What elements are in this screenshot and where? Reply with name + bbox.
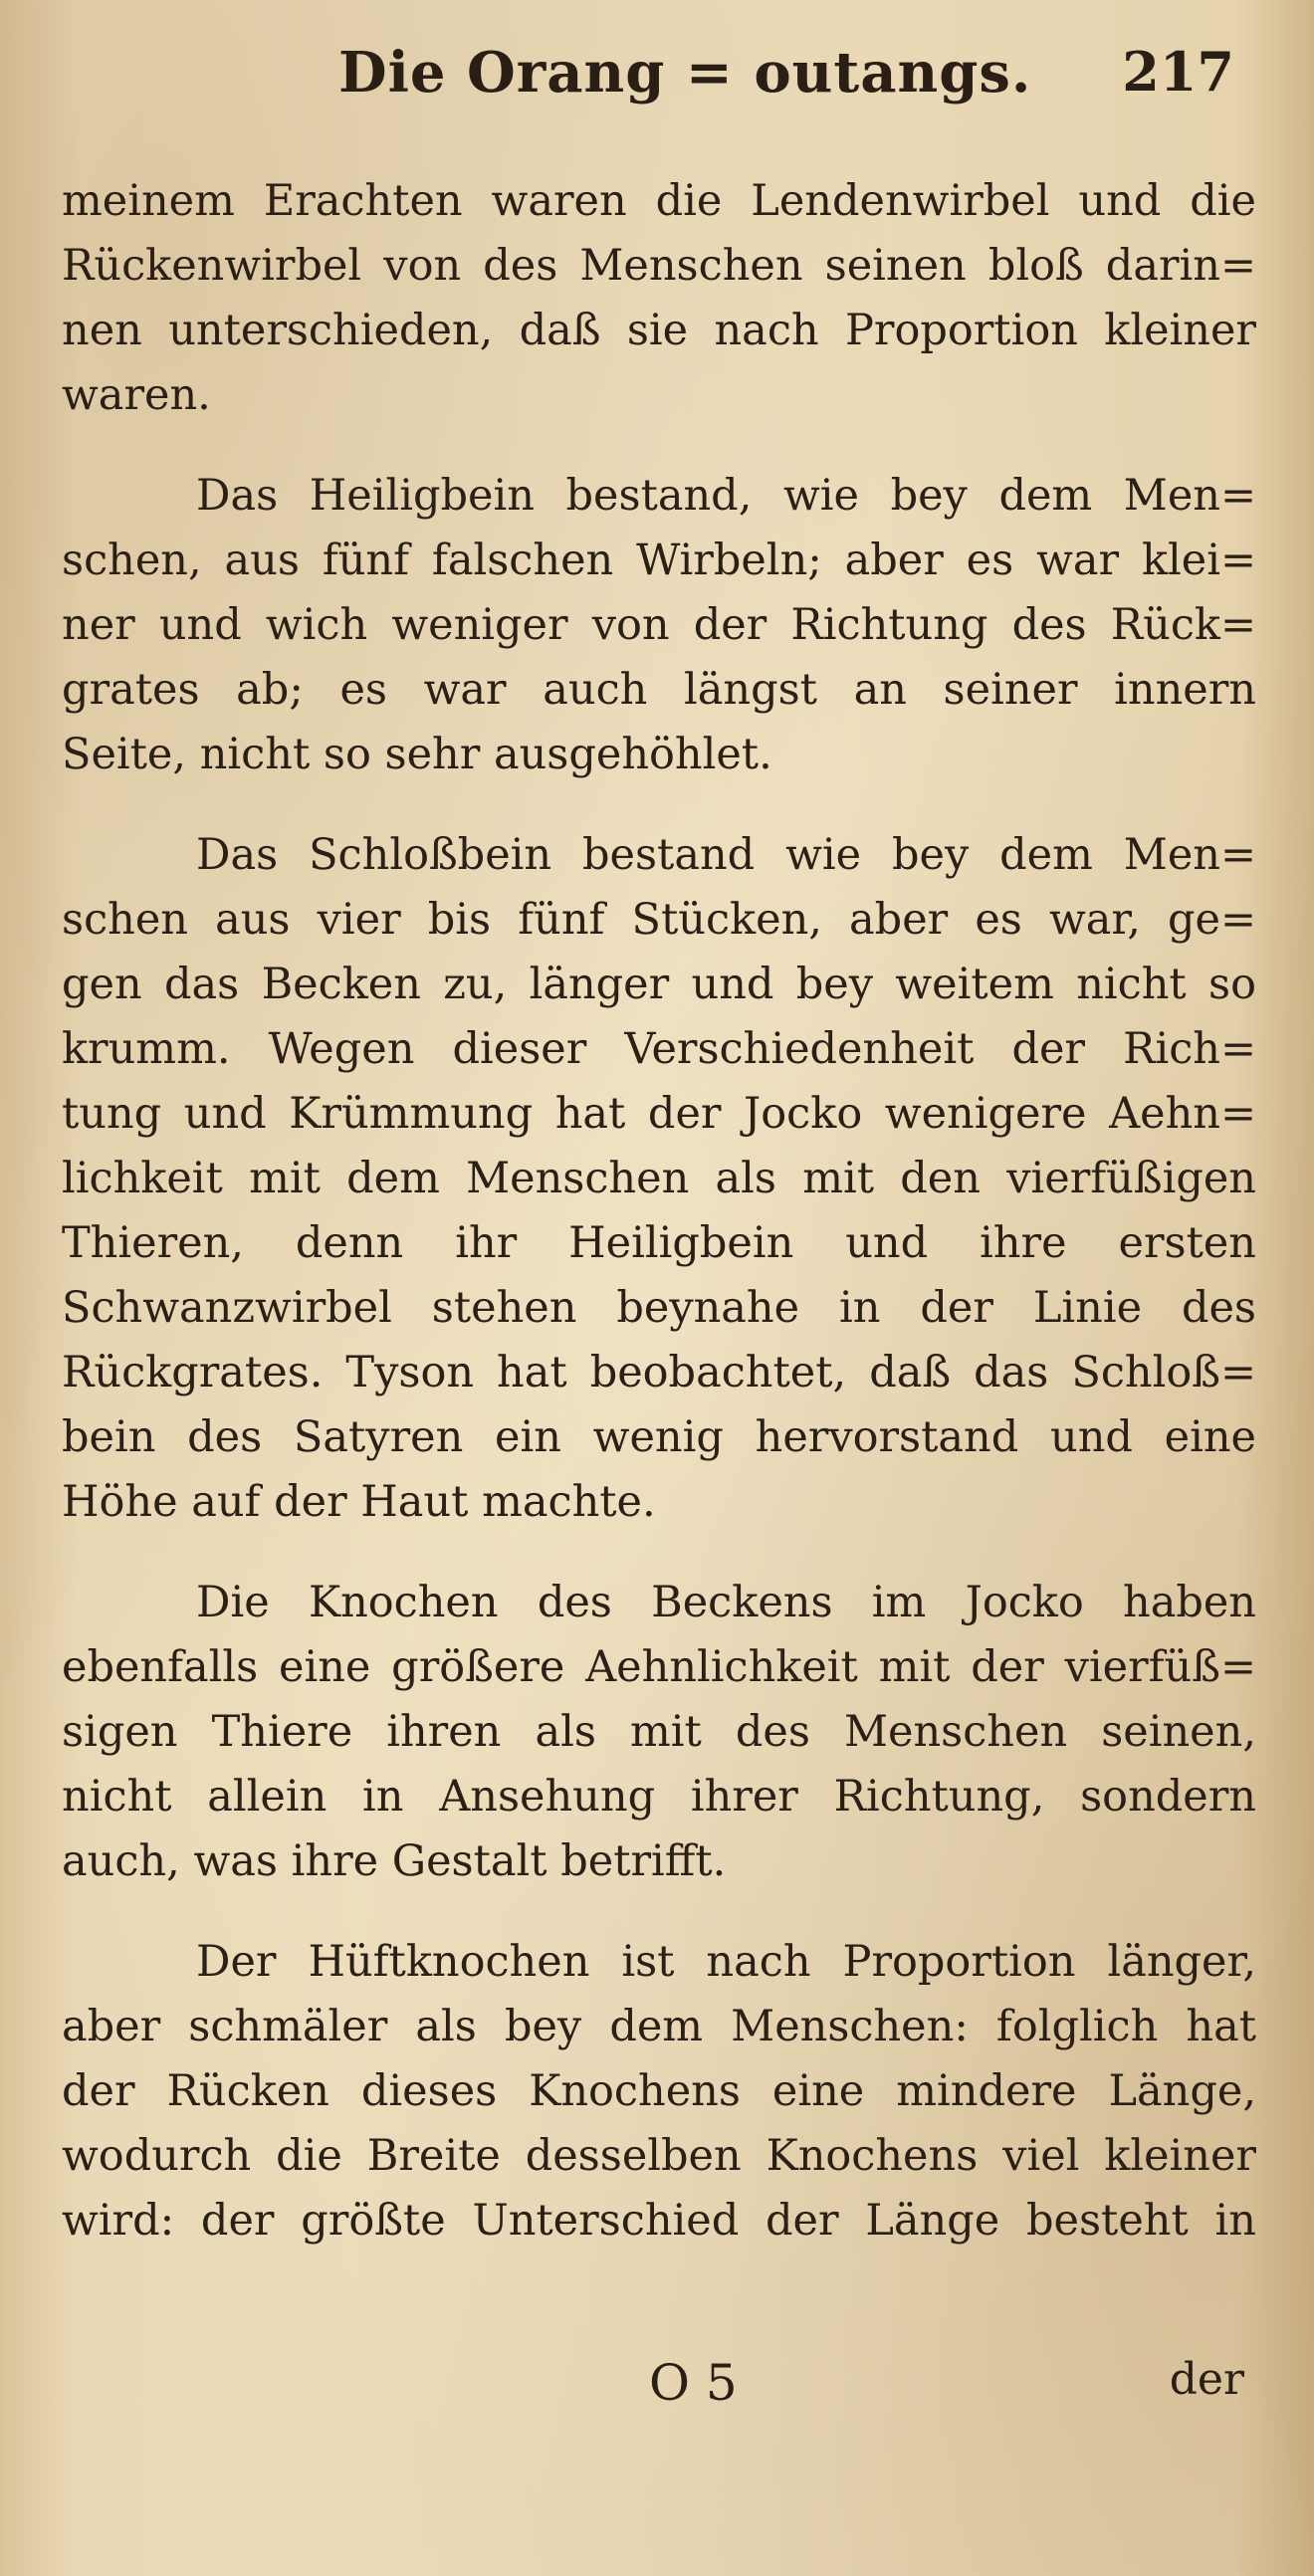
text-line: lichkeit mit dem Menschen als mit den vierfüßigen — [62, 1154, 1256, 1203]
text-line: der Rücken dieses Knochens eine mindere Länge, — [62, 2066, 1256, 2116]
text-line: aber schmäler als bey dem Menschen: folglich hat — [62, 2002, 1256, 2051]
text-line: bein des Satyren ein wenig hervorstand und eine — [62, 1412, 1256, 1462]
paragraph-5 — [62, 1930, 1256, 2254]
text-line: Rückenwirbel von des Menschen seinen bloß darin= — [62, 241, 1256, 291]
page-header — [0, 40, 1314, 129]
paragraph-1 — [62, 169, 1256, 428]
body-text — [62, 169, 1256, 2289]
text-line: krumm. Wegen dieser Verschiedenheit der Rich= — [62, 1024, 1256, 1074]
text-line: sigen Thiere ihren als mit des Menschen seinen, — [62, 1707, 1256, 1757]
text-line: schen aus vier bis fünf Stücken, aber es war, ge= — [62, 895, 1256, 945]
text-line: schen, aus fünf falschen Wirbeln; aber es war klei= — [62, 536, 1256, 585]
text-line: Thieren, denn ihr Heiligbein und ihre ersten — [62, 1218, 1256, 1268]
text-line: Rückgrates. Tyson hat beobachtet, daß das Schloß= — [62, 1348, 1256, 1397]
text-line: Seite, nicht so sehr ausgehöhlet. — [62, 730, 772, 779]
text-line: nen unterschieden, daß sie nach Proportion kleiner — [62, 306, 1256, 355]
text-line: tung und Krümmung hat der Jocko wenigere Aehn= — [62, 1089, 1256, 1139]
text-line: Höhe auf der Haut machte. — [62, 1477, 656, 1527]
text-line: nicht allein in Ansehung ihrer Richtung, sondern — [62, 1772, 1256, 1822]
text-line: Der Hüftknochen ist nach Proportion länger, — [196, 1937, 1256, 1987]
text-line: waren. — [62, 370, 211, 420]
text-line: ebenfalls eine größere Aehnlichkeit mit der vierfüß= — [62, 1642, 1256, 1692]
text-line: Das Schloßbein bestand wie bey dem Men= — [196, 830, 1256, 880]
page-number: 217 — [1122, 40, 1234, 104]
paragraph-3 — [62, 823, 1256, 1535]
page-footer — [0, 2354, 1314, 2434]
text-line: wird: der größte Unterschied der Länge besteht in — [62, 2196, 1256, 2246]
paragraph-4 — [62, 1571, 1256, 1894]
text-line: gen das Becken zu, länger und bey weitem nicht so — [62, 960, 1256, 1009]
text-line: Die Knochen des Beckens im Jocko haben — [196, 1578, 1256, 1627]
running-title: Die Orang = outangs. — [338, 40, 1032, 106]
text-line: grates ab; es war auch längst an seiner innern — [62, 665, 1256, 715]
text-line: ner und wich weniger von der Richtung des Rück= — [62, 600, 1256, 650]
text-line: auch, was ihre Gestalt betrifft. — [62, 1836, 727, 1886]
paragraph-2 — [62, 464, 1256, 787]
text-line: wodurch die Breite desselben Knochens viel kleiner — [62, 2131, 1256, 2181]
catchword: der — [1169, 2354, 1244, 2405]
text-line: Das Heiligbein bestand, wie bey dem Men= — [196, 471, 1256, 521]
signature-mark: O 5 — [649, 2354, 738, 2412]
text-line: Schwanzwirbel stehen beynahe in der Linie des — [62, 1283, 1256, 1333]
text-line: meinem Erachten waren die Lendenwirbel und die — [62, 176, 1256, 226]
